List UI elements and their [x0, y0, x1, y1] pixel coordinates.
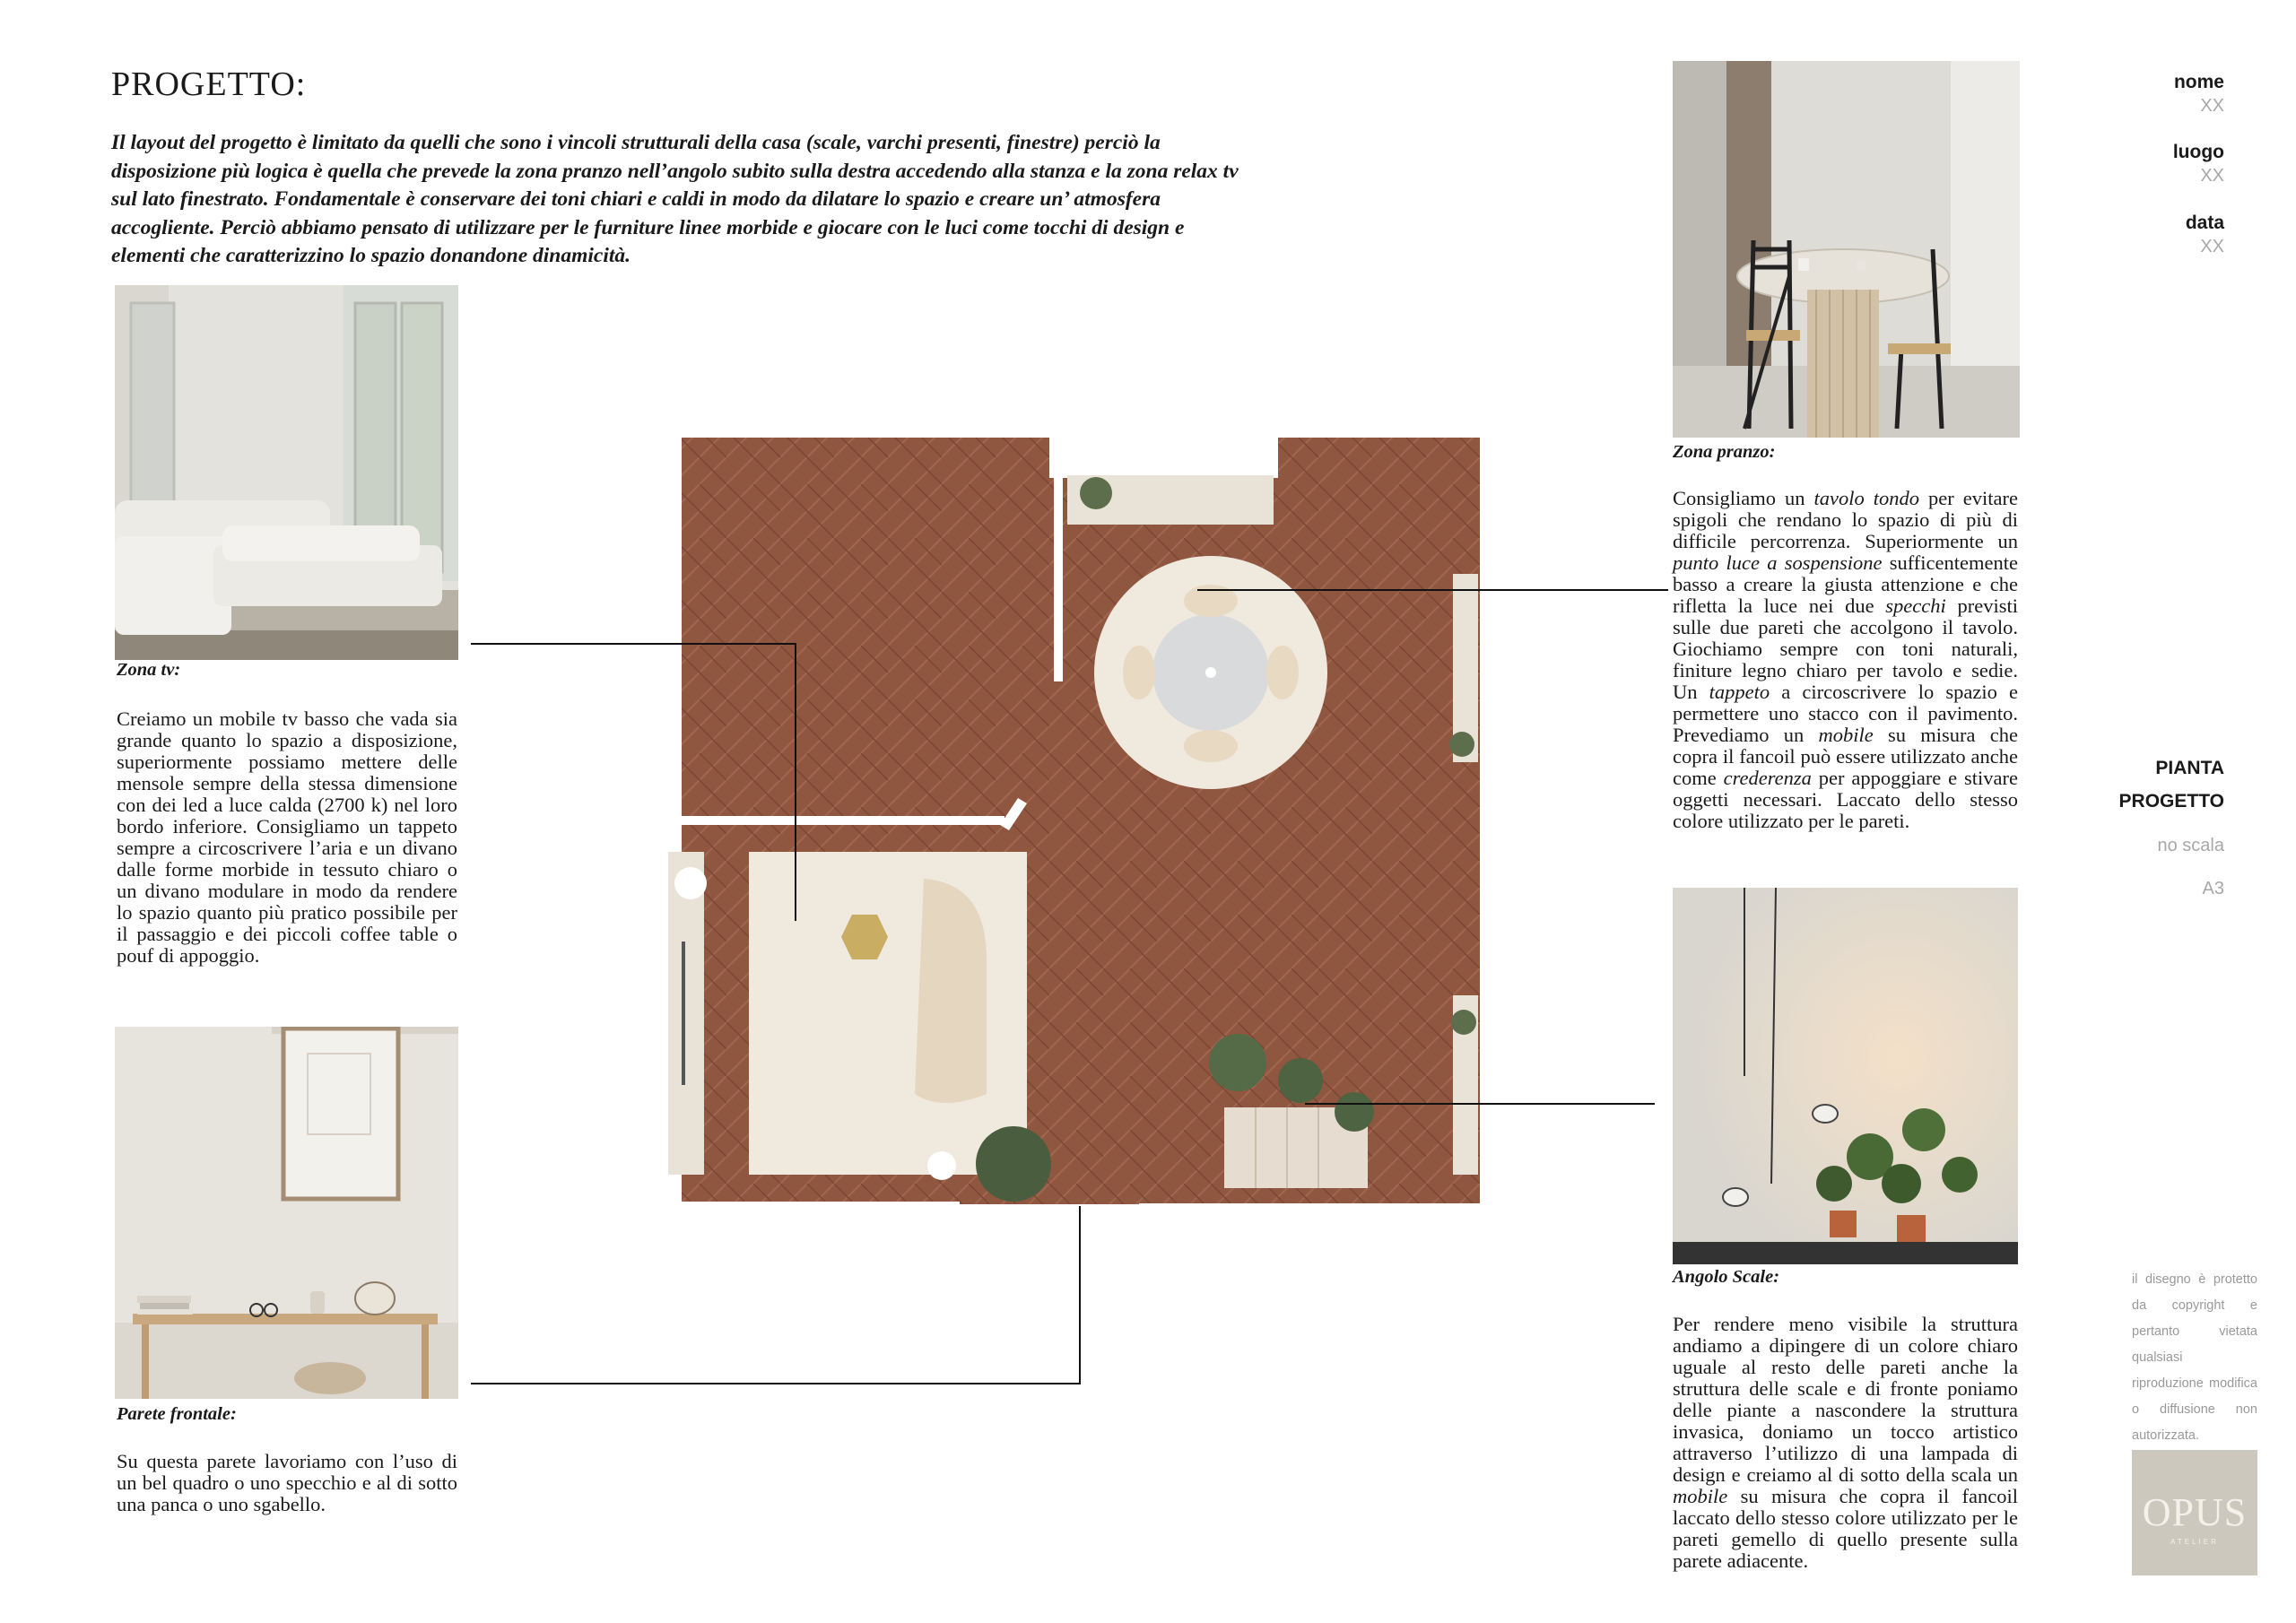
- stairs-corner-photo: [1673, 888, 2018, 1264]
- leader-line-zona-tv-vertical: [795, 643, 796, 921]
- zona-tv-text: Creiamo un mobile tv basso che vada sia grande quanto lo spazio a disposizione, superiormente possiamo mettere delle mensole sempre della stessa dimensione con dei led a luce calda (2700 k) nel loro bordo inferiore. Consigliamo un tappeto sempre a circoscrivere l’aria e un divano dalle forme morbide in tessuto chiaro o un divano modulare in modo da rendere lo spazio quanto più pratico possibile per il passaggio e dei piccoli coffee table o pouf di appoggio.: [117, 707, 457, 967]
- sheet-title-line-2: PROGETTO: [2118, 791, 2224, 812]
- copyright-note: il disegno è protetto da copyright e pertanto vietata qualsiasi riproduzione modifica o diffusione non autorizzata.: [2132, 1272, 2257, 1443]
- data-value: XX: [2200, 237, 2224, 256]
- leader-line-zona-tv: [471, 643, 796, 645]
- scale-note: no scala: [2157, 836, 2224, 855]
- zona-pranzo-text: Consigliamo un tavolo tondo per evitare spigoli che rendano lo spazio di più di difficile percorrenza. Superiormente un punto luce a sospensione sufficentemente basso a creare la giusta attenzione e che rifletta la luce nei due specchi previsti sulle due pareti che accolgono il tavolo. Giochiamo sempre con toni naturali, finiture legno chiaro per tavolo e sedie. Un tappeto a circoscrivere lo spazio e permettere uno stacco con il pavimento. Prevediamo un mobile su misura che copra il fancoil può essere utilizzato anche come crederenza per appoggiare e stivare oggetti necessari. Laccato dello stesso colore utilizzato per le pareti.: [1673, 487, 2019, 832]
- leader-line-parete-frontale-vertical: [1079, 1206, 1081, 1384]
- zona-pranzo-caption: Zona pranzo:: [1673, 442, 1776, 462]
- logo-wordmark: OPUS: [2142, 1490, 2248, 1534]
- luogo-label: luogo: [2172, 142, 2224, 162]
- parete-frontale-text: Su questa parete lavoriamo con l’uso di un bel quadro o uno specchio e al di sotto una panca o uno sgabello.: [117, 1450, 457, 1515]
- angolo-scale-caption: Angolo Scale:: [1673, 1267, 1780, 1287]
- sofa-photo: [115, 285, 458, 660]
- nome-value: XX: [2200, 96, 2224, 116]
- opus-logo: [2132, 1450, 2257, 1575]
- console-photo: [115, 1027, 458, 1399]
- zona-tv-caption: Zona tv:: [117, 660, 181, 680]
- parete-frontale-caption: Parete frontale:: [117, 1404, 237, 1424]
- page-title: PROGETTO:: [111, 65, 307, 103]
- sheet-title-line-1: PIANTA: [2155, 758, 2224, 778]
- intro-paragraph: Il layout del progetto è limitato da quelli che sono i vincoli strutturali della casa (scale, varchi presenti, finestre) perciò la disposizione più logica è quella che prevede la zona pranzo nell’angolo subito sulla destra accedendo alla stanza e la zona relax tv sul lato finestrato. Fondamentale è conservare dei toni chiari e caldi in modo da dilatare lo spazio e creare un’ atmosfera accogliente. Perciò abbiamo pensato di utilizzare per le furniture linee morbide e giocare con le luci come tocchi di design e elementi che caratterizzino lo spazio donandone dinamicità.: [111, 131, 1239, 267]
- floor-plan: [619, 430, 1543, 1264]
- paper-format: A3: [2202, 879, 2224, 898]
- dining-photo: [1673, 61, 2020, 438]
- luogo-value: XX: [2200, 166, 2224, 186]
- nome-label: nome: [2173, 72, 2224, 92]
- angolo-scale-text: Per rendere meno visibile la struttura andiamo a dipingere di un colore chiaro uguale al resto delle pareti anche la struttura delle scale e di fronte poniamo delle piante a nascondere la struttura invasica, doniamo un tocco artistico attraverso l’utilizzo di una lampada di design e creiamo al di sotto della scala un mobile su misura che copra il fancoil laccato dello stesso colore utilizzato per le pareti gemello di quello presente sulla parete adiacente.: [1673, 1313, 2018, 1572]
- leader-line-angolo-scale: [1305, 1103, 1655, 1105]
- leader-line-parete-frontale: [471, 1383, 1081, 1384]
- leader-line-zona-pranzo: [1197, 589, 1668, 591]
- logo-subtitle: ATELIER: [2170, 1538, 2219, 1546]
- data-label: data: [2185, 213, 2224, 233]
